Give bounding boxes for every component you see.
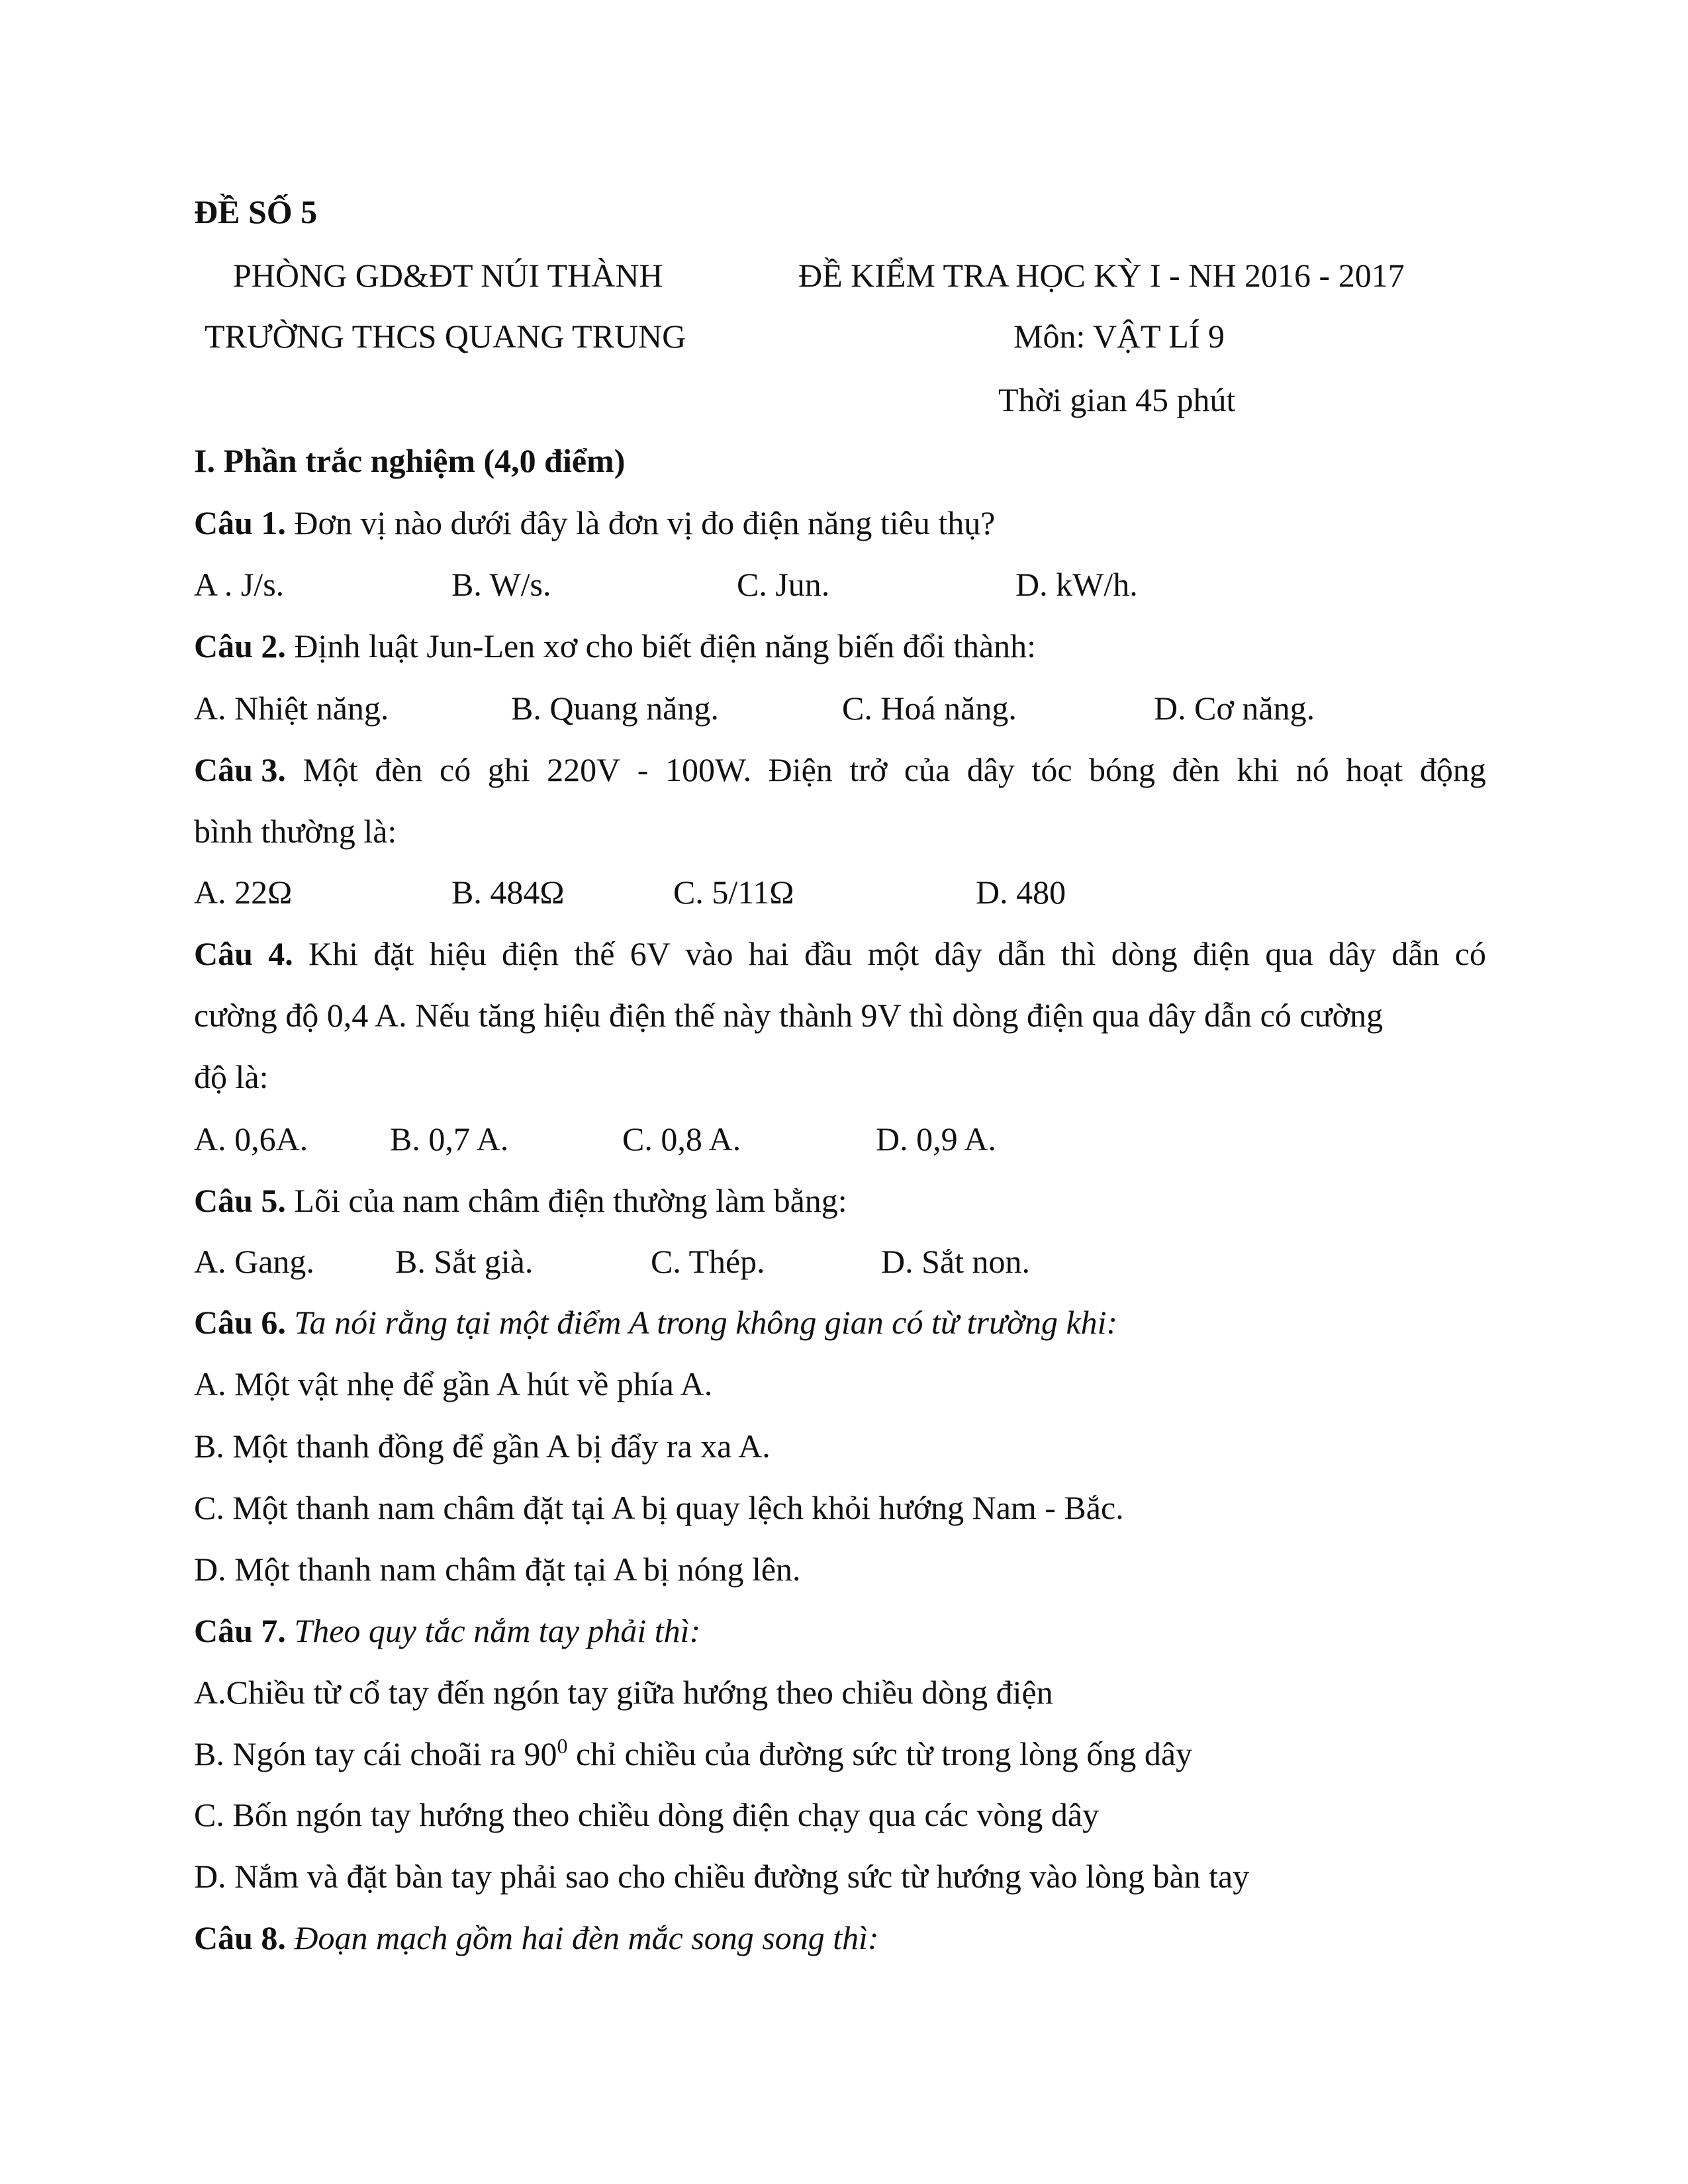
question-text: Ta nói rằng tại một điểm A trong không gian có từ trường khi: <box>285 1304 1118 1341</box>
question-4-continued-2: độ là: <box>194 1058 269 1095</box>
word: nó <box>1295 751 1329 788</box>
question-text: Theo quy tắc nắm tay phải thì: <box>285 1612 701 1649</box>
q4-option-c: C. 0,8 A. <box>622 1120 741 1158</box>
question-7 <box>194 1612 700 1651</box>
word: Điện <box>768 751 833 788</box>
department-name: PHÒNG GD&ĐT NÚI THÀNH <box>233 257 663 294</box>
question-label: Câu 5. <box>194 1182 286 1219</box>
word: tóc <box>1031 751 1072 788</box>
q1-option-c: C. Jun. <box>737 566 830 603</box>
q1-option-a: A . J/s. <box>194 566 285 603</box>
q7-option-c: C. Bốn ngón tay hướng theo chiều dòng điện chạy qua các vòng dây <box>194 1796 1100 1833</box>
word: 100W. <box>665 751 752 788</box>
question-4 <box>194 935 1486 974</box>
q2-option-d: D. Cơ năng. <box>1154 690 1315 727</box>
word: khi <box>1237 751 1280 788</box>
option-text: B. Ngón tay cái choãi ra 90 <box>194 1735 557 1772</box>
question-8 <box>194 1919 879 1958</box>
word: ghi <box>487 751 530 788</box>
question-3-continued: bình thường là: <box>194 813 397 850</box>
q5-option-a: A. Gang. <box>194 1243 314 1280</box>
question-6 <box>194 1304 1117 1342</box>
question-text: Đơn vị nào dưới đây là đơn vị đo điện năng tiêu thụ? <box>285 504 996 541</box>
question-text: Đoạn mạch gồm hai đèn mắc song song thì: <box>285 1919 879 1956</box>
word: - <box>637 751 649 788</box>
q5-option-c: C. Thép. <box>651 1243 765 1280</box>
question-text: Định luật Jun-Len xơ cho biết điện năng biến đổi thành: <box>285 627 1037 664</box>
question-label: Câu 6. <box>194 1304 286 1341</box>
q2-option-b: B. Quang năng. <box>511 690 719 727</box>
word: trở <box>849 751 888 788</box>
word: hoạt <box>1346 751 1403 788</box>
option-text-rest: chỉ chiều của đường sức từ trong lòng ống dây <box>567 1735 1193 1772</box>
word: Một <box>303 751 358 788</box>
q7-option-d: D. Nắm và đặt bàn tay phải sao cho chiều đường sức từ hướng vào lòng bàn tay <box>194 1858 1250 1895</box>
q6-option-d: D. Một thanh nam châm đặt tại A bị nóng lên. <box>194 1551 801 1588</box>
question-text: Khi đặt hiệu điện thế 6V vào hai đầu một dây dẫn thì dòng điện qua dây dẫn có <box>293 935 1486 972</box>
exam-title: ĐỀ KIỂM TRA HỌC KỲ I - NH 2016 - 2017 <box>798 257 1405 294</box>
q1-option-b: B. W/s. <box>451 566 551 603</box>
question-3 <box>194 751 1486 790</box>
degree-superscript: 0 <box>557 1734 568 1758</box>
q2-option-c: C. Hoá năng. <box>842 690 1017 727</box>
q7-option-a: A.Chiều từ cổ tay đến ngón tay giữa hướng theo chiều dòng điện <box>194 1674 1053 1711</box>
q3-option-d: D. 480 <box>976 874 1066 911</box>
question-label: Câu 8. <box>194 1919 286 1956</box>
word: 220V <box>547 751 621 788</box>
exam-duration: Thời gian 45 phút <box>998 381 1236 418</box>
q1-option-d: D. kW/h. <box>1015 566 1138 603</box>
word: của <box>904 751 951 788</box>
word: dây <box>966 751 1015 788</box>
q6-option-b: B. Một thanh đồng để gần A bị đẩy ra xa A. <box>194 1428 771 1465</box>
q3-option-a: A. 22Ω <box>194 874 293 911</box>
question-label: Câu 4. <box>194 935 293 972</box>
question-5 <box>194 1182 847 1220</box>
q7-option-b <box>194 1735 1192 1774</box>
q5-option-b: B. Sắt già. <box>395 1243 534 1280</box>
question-label: Câu 7. <box>194 1612 286 1649</box>
q3-option-c: C. 5/11Ω <box>673 874 794 911</box>
q4-option-b: B. 0,7 A. <box>390 1120 509 1158</box>
exam-number: ĐỀ SỐ 5 <box>194 193 318 230</box>
school-name: TRƯỜNG THCS QUANG TRUNG <box>205 318 686 355</box>
q6-option-c: C. Một thanh nam châm đặt tại A bị quay lệch khỏi hướng Nam - Bắc. <box>194 1489 1124 1526</box>
q2-option-a: A. Nhiệt năng. <box>194 690 389 727</box>
question-text: Lõi của nam châm điện thường làm bằng: <box>285 1182 847 1219</box>
word: động <box>1419 751 1486 788</box>
q4-option-d: D. 0,9 A. <box>876 1120 996 1158</box>
q3-option-b: B. 484Ω <box>451 874 565 911</box>
question-1 <box>194 504 995 543</box>
question-label: Câu 2. <box>194 627 286 664</box>
question-4-continued: cường độ 0,4 A. Nếu tăng hiệu điện thế này thành 9V thì dòng điện qua dây dẫn có cường <box>194 997 1383 1034</box>
word: đèn <box>375 751 423 788</box>
q4-option-a: A. 0,6A. <box>194 1120 308 1158</box>
question-label: Câu 1. <box>194 504 286 541</box>
word: có <box>440 751 471 788</box>
word: đèn <box>1172 751 1220 788</box>
question-2 <box>194 627 1036 666</box>
word: bóng <box>1089 751 1156 788</box>
q5-option-d: D. Sắt non. <box>881 1243 1030 1280</box>
question-label: Câu 3. <box>194 751 286 788</box>
subject: Môn: VẬT LÍ 9 <box>1013 318 1225 355</box>
section-title: I. Phần trắc nghiệm (4,0 điểm) <box>194 442 626 479</box>
q6-option-a: A. Một vật nhẹ để gần A hút về phía A. <box>194 1365 713 1402</box>
